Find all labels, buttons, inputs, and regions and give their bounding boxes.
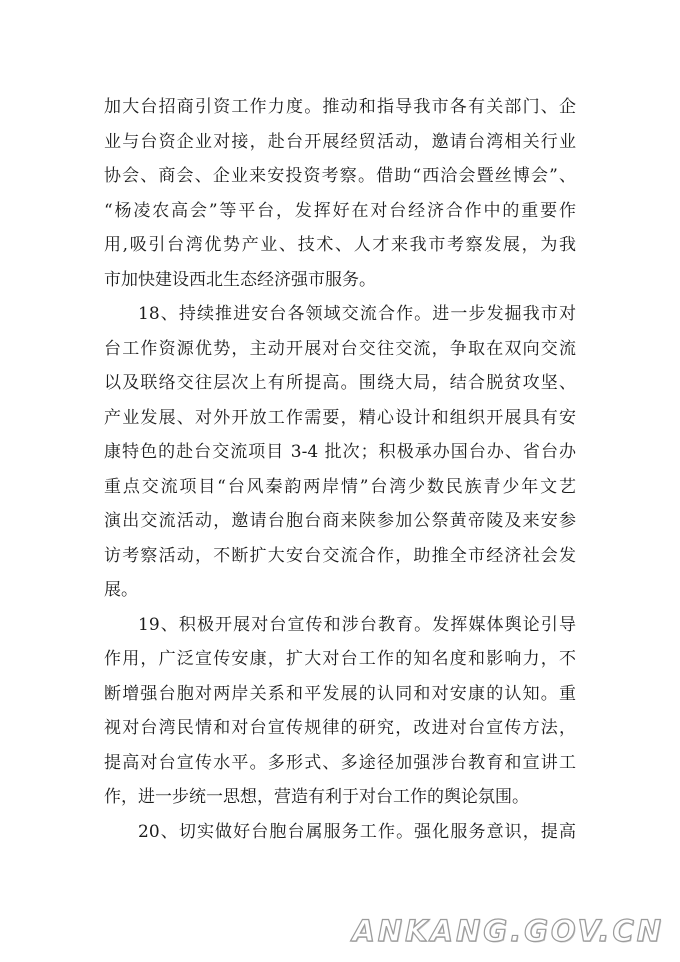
text-line: 用,吸引台湾优势产业、技术、人才来我市考察发展，为我 [104,235,576,255]
site-watermark: ANKANG.GOV.CN [352,914,664,948]
text-line: 演出交流活动，邀请台胞台商来陕参加公祭黄帝陵及来安参 [104,511,576,531]
text-line: 重点交流项目“台风秦韵两岸情”台湾少数民族青少年文艺 [104,476,576,497]
text-line: 断增强台胞对两岸关系和平发展的认同和对安康的认知。重 [104,683,576,704]
text-line: 作，进一步统一思想，营造有利于对台工作的舆论氛围。 [104,787,529,807]
text-line: 访考察活动，不断扩大安台交流合作，助推全市经济社会发 [104,545,576,566]
document-body [104,90,576,849]
text-line: 20、切实做好台胞台属服务工作。强化服务意识，提高 [138,821,576,842]
text-line: 市加快建设西北生态经济强市服务。 [104,269,376,290]
text-line: 展。 [104,580,138,600]
text-line: “杨凌农高会”等平台，发挥好在对台经济合作中的重要作 [104,200,576,221]
text-line: 台工作资源优势，主动开展对台交往交流，争取在双向交流 [104,338,576,359]
text-line: 康特色的赴台交流项目 3-4 批次；积极承办国台办、省台办 [104,442,576,462]
text-line: 协会、商会、企业来安投资考察。借助“西洽会暨丝博会”、 [104,166,576,186]
text-line: 19、积极开展对台宣传和涉台教育。发挥媒体舆论引导 [138,614,576,635]
text-line: 以及联络交往层次上有所提高。围绕大局，结合脱贫攻坚、 [104,373,576,393]
text-line: 加大台招商引资工作力度。推动和指导我市各有关部门、企 [104,97,576,117]
text-line: 视对台湾民情和对台宣传规律的研究，改进对台宣传方法， [104,718,576,738]
text-line: 产业发展、对外开放工作需要，精心设计和组织开展具有安 [104,407,576,428]
text-line: 18、持续推进安台各领域交流合作。进一步发掘我市对 [138,304,576,324]
text-line: 业与台资企业对接，赴台开展经贸活动，邀请台湾相关行业 [104,131,576,152]
text-line: 提高对台宣传水平。多形式、多途径加强涉台教育和宣讲工 [104,752,576,773]
text-line: 作用，广泛宣传安康，扩大对台工作的知名度和影响力，不 [104,649,576,669]
